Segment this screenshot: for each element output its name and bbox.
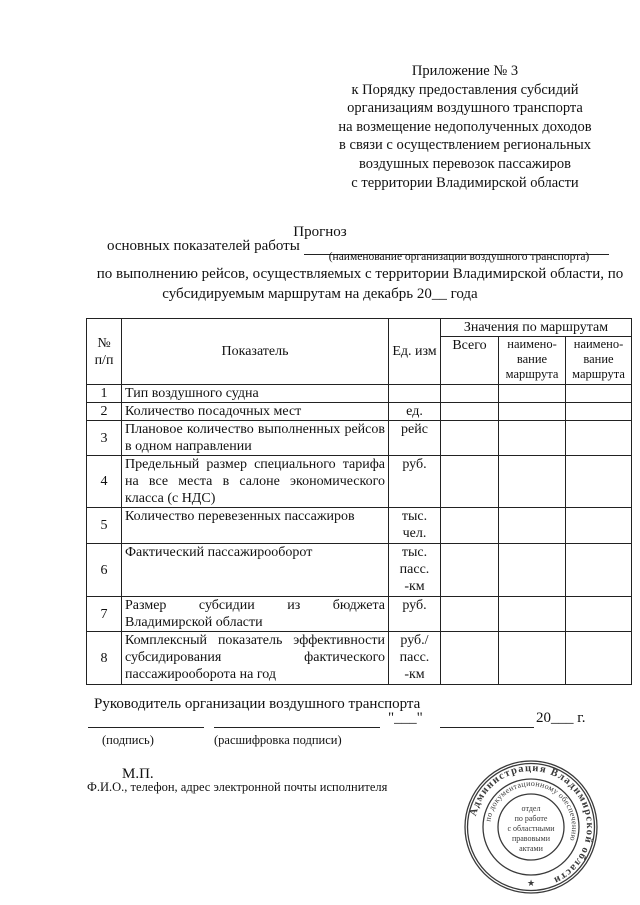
row-num: 5 [87, 508, 122, 544]
value-cell[interactable] [441, 456, 499, 508]
header-indicator: Показатель [122, 319, 389, 385]
row-unit [389, 385, 441, 403]
signature-line[interactable] [88, 727, 204, 728]
value-cell[interactable] [566, 456, 632, 508]
stamp-inner-ring-text: по документационному обеспечению [483, 778, 580, 843]
value-cell[interactable] [441, 508, 499, 544]
row-indicator: Количество посадочных мест [122, 403, 389, 421]
row-unit: тыс. пасс. -км [389, 544, 441, 597]
title-line-period: субсидируемым маршрутам на декабрь 20__ года [162, 286, 478, 302]
row-num: 7 [87, 597, 122, 632]
row-num: 1 [87, 385, 122, 403]
table-row [87, 632, 632, 685]
official-stamp [462, 758, 600, 896]
value-cell[interactable] [566, 421, 632, 456]
row-num: 2 [87, 403, 122, 421]
value-cell[interactable] [441, 385, 499, 403]
executor-info-label: Ф.И.О., телефон, адрес электронной почты исполнителя [87, 780, 388, 794]
value-cell[interactable] [499, 508, 566, 544]
date-year-field[interactable]: 20___ г. [536, 710, 586, 726]
table-row [87, 385, 632, 403]
header-route-1: наимено-вание маршрута [499, 337, 566, 385]
podpis-caption: (подпись) [102, 733, 154, 747]
star-icon: ★ [526, 878, 536, 888]
value-cell[interactable] [566, 385, 632, 403]
table-row [87, 544, 632, 597]
stamp-center-line: правовыми [511, 834, 551, 843]
row-indicator: Фактический пассажирооборот [122, 544, 389, 597]
appendix-block [300, 62, 630, 192]
row-num: 3 [87, 421, 122, 456]
header-values-group: Значения по маршрутам [441, 319, 632, 337]
value-cell[interactable] [441, 632, 499, 685]
row-num: 4 [87, 456, 122, 508]
row-indicator: Размер субсидии из бюджета Владимирской области [122, 597, 389, 632]
header-num: № п/п [87, 319, 122, 385]
value-cell[interactable] [499, 597, 566, 632]
row-num: 8 [87, 632, 122, 685]
organization-caption: (наименование организации воздушного транспорта) [328, 251, 590, 263]
date-day-field[interactable]: "___" [388, 710, 423, 726]
value-cell[interactable] [441, 597, 499, 632]
appendix-line: в связи с осуществлением региональных [339, 137, 591, 154]
appendix-line: воздушных перевозок пассажиров [359, 155, 571, 172]
appendix-line: к Порядку предоставления субсидий [351, 81, 579, 98]
date-month-line[interactable] [440, 727, 534, 728]
value-cell[interactable] [441, 403, 499, 421]
value-cell[interactable] [499, 632, 566, 685]
value-cell[interactable] [499, 544, 566, 597]
value-cell[interactable] [499, 421, 566, 456]
row-indicator: Комплексный показатель эффективности субсидирования фактического пассажирооборота на год [122, 632, 389, 685]
value-cell[interactable] [566, 544, 632, 597]
appendix-line: на возмещение недополученных доходов [338, 118, 592, 135]
row-unit: ед. [389, 403, 441, 421]
table-row [87, 508, 632, 544]
table-row [87, 403, 632, 421]
appendix-title: Приложение № 3 [411, 63, 519, 79]
row-indicator: Предельный размер специального тарифа на все места в салоне экономического класса (с НДС) [122, 456, 389, 508]
signature-decoding-line[interactable] [214, 727, 380, 728]
value-cell[interactable] [441, 421, 499, 456]
document-title: Прогноз [293, 224, 347, 240]
row-num: 6 [87, 544, 122, 597]
stamp-ring-text: Администрация Владимирской области [468, 762, 596, 887]
row-indicator: Количество перевезенных пассажиров [122, 508, 389, 544]
row-indicator: Плановое количество выполненных рейсов в одном направлении [122, 421, 389, 456]
signature-head-label: Руководитель организации воздушного транспорта [94, 696, 421, 712]
value-cell[interactable] [566, 632, 632, 685]
rasshifrovka-caption: (расшифровка подписи) [214, 733, 342, 747]
table-row [87, 597, 632, 632]
stamp-center-line: с областными [507, 824, 555, 833]
value-cell[interactable] [566, 597, 632, 632]
indicators-table [86, 318, 632, 685]
value-cell[interactable] [499, 456, 566, 508]
header-total: Всего [441, 337, 499, 385]
title-line-text: основных показателей работы [107, 238, 300, 254]
row-unit: руб. [389, 597, 441, 632]
row-indicator: Тип воздушного судна [122, 385, 389, 403]
table-row [87, 421, 632, 456]
value-cell[interactable] [499, 385, 566, 403]
stamp-center-line: актами [519, 844, 543, 853]
value-cell[interactable] [499, 403, 566, 421]
row-unit: тыс. чел. [389, 508, 441, 544]
header-route-2: наимено-вание маршрута [566, 337, 632, 385]
row-unit: рейс [389, 421, 441, 456]
value-cell[interactable] [566, 508, 632, 544]
title-line-routes: по выполнению рейсов, осуществляемых с территории Владимирской области, по [96, 266, 624, 282]
value-cell[interactable] [441, 544, 499, 597]
header-unit: Ед. изм [389, 319, 441, 385]
value-cell[interactable] [566, 403, 632, 421]
appendix-line: с территории Владимирской области [351, 174, 579, 191]
stamp-center-line: отдел [521, 804, 541, 813]
stamp-center-line: по работе [514, 814, 548, 823]
row-unit: руб. [389, 456, 441, 508]
table-row [87, 456, 632, 508]
row-unit: руб./ пасс. -км [389, 632, 441, 685]
appendix-line: организациям воздушного транспорта [347, 100, 583, 117]
mp-label: М.П. [122, 766, 154, 782]
